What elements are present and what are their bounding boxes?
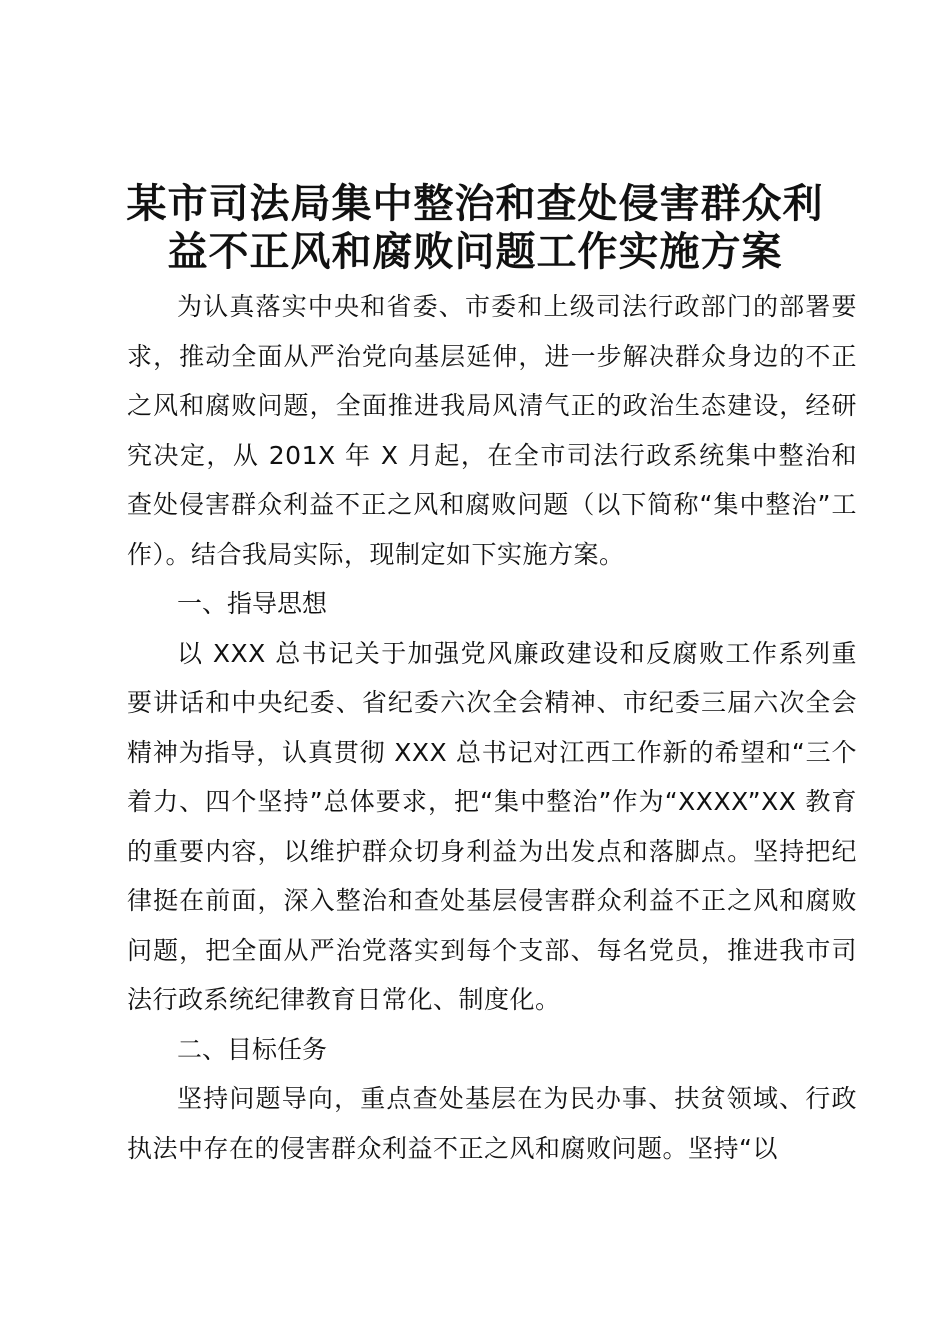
section-2-heading: 二、目标任务 xyxy=(177,1034,328,1064)
intro-paragraph: 为认真落实中央和省委、市委和上级司法行政部门的部署要求，推动全面从严治党向基层延伸，进一步解决群众身边的不正之风和腐败问题，全面推进我局风清气正的政治生态建设，经研究决定，从 201X 年 X 月起，在全市司法行政系统集中整治和查处侵害群众利益不正之风和腐败问题（以下简称“集中整治”工作）。结合我局实际，现制定如下实施方案。 xyxy=(127,292,857,569)
section-1-paragraph: 以 XXX 总书记关于加强党风廉政建设和反腐败工作系列重要讲话和中央纪委、省纪委六次全会精神、市纪委三届六次全会精神为指导，认真贯彻 XXX 总书记对江西工作新的希望和“三个着力、四个坚持”总体要求，把“集中整治”作为“XXXX”XX 教育的重要内容，以维护群众切身利益为出发点和落脚点。坚持把纪律挺在前面，深入整治和查处基层侵害群众利益不正之风和腐败问题，把全面从严治党落实到每个支部、每名党员，推进我市司法行政系统纪律教育日常化、制度化。 xyxy=(127,638,857,1014)
title-line-1: 某市司法局集中整治和查处侵害群众利 xyxy=(126,180,824,227)
section-1-heading: 一、指导思想 xyxy=(177,589,328,618)
title-line-2: 益不正风和腐败问题工作实施方案 xyxy=(167,228,783,275)
section-2-paragraph: 坚持问题导向，重点查处基层在为民办事、扶贫领域、行政执法中存在的侵害群众利益不正之风和腐败问题。坚持“以 xyxy=(127,1084,857,1163)
document-title xyxy=(100,180,850,276)
document-body xyxy=(127,282,857,1173)
